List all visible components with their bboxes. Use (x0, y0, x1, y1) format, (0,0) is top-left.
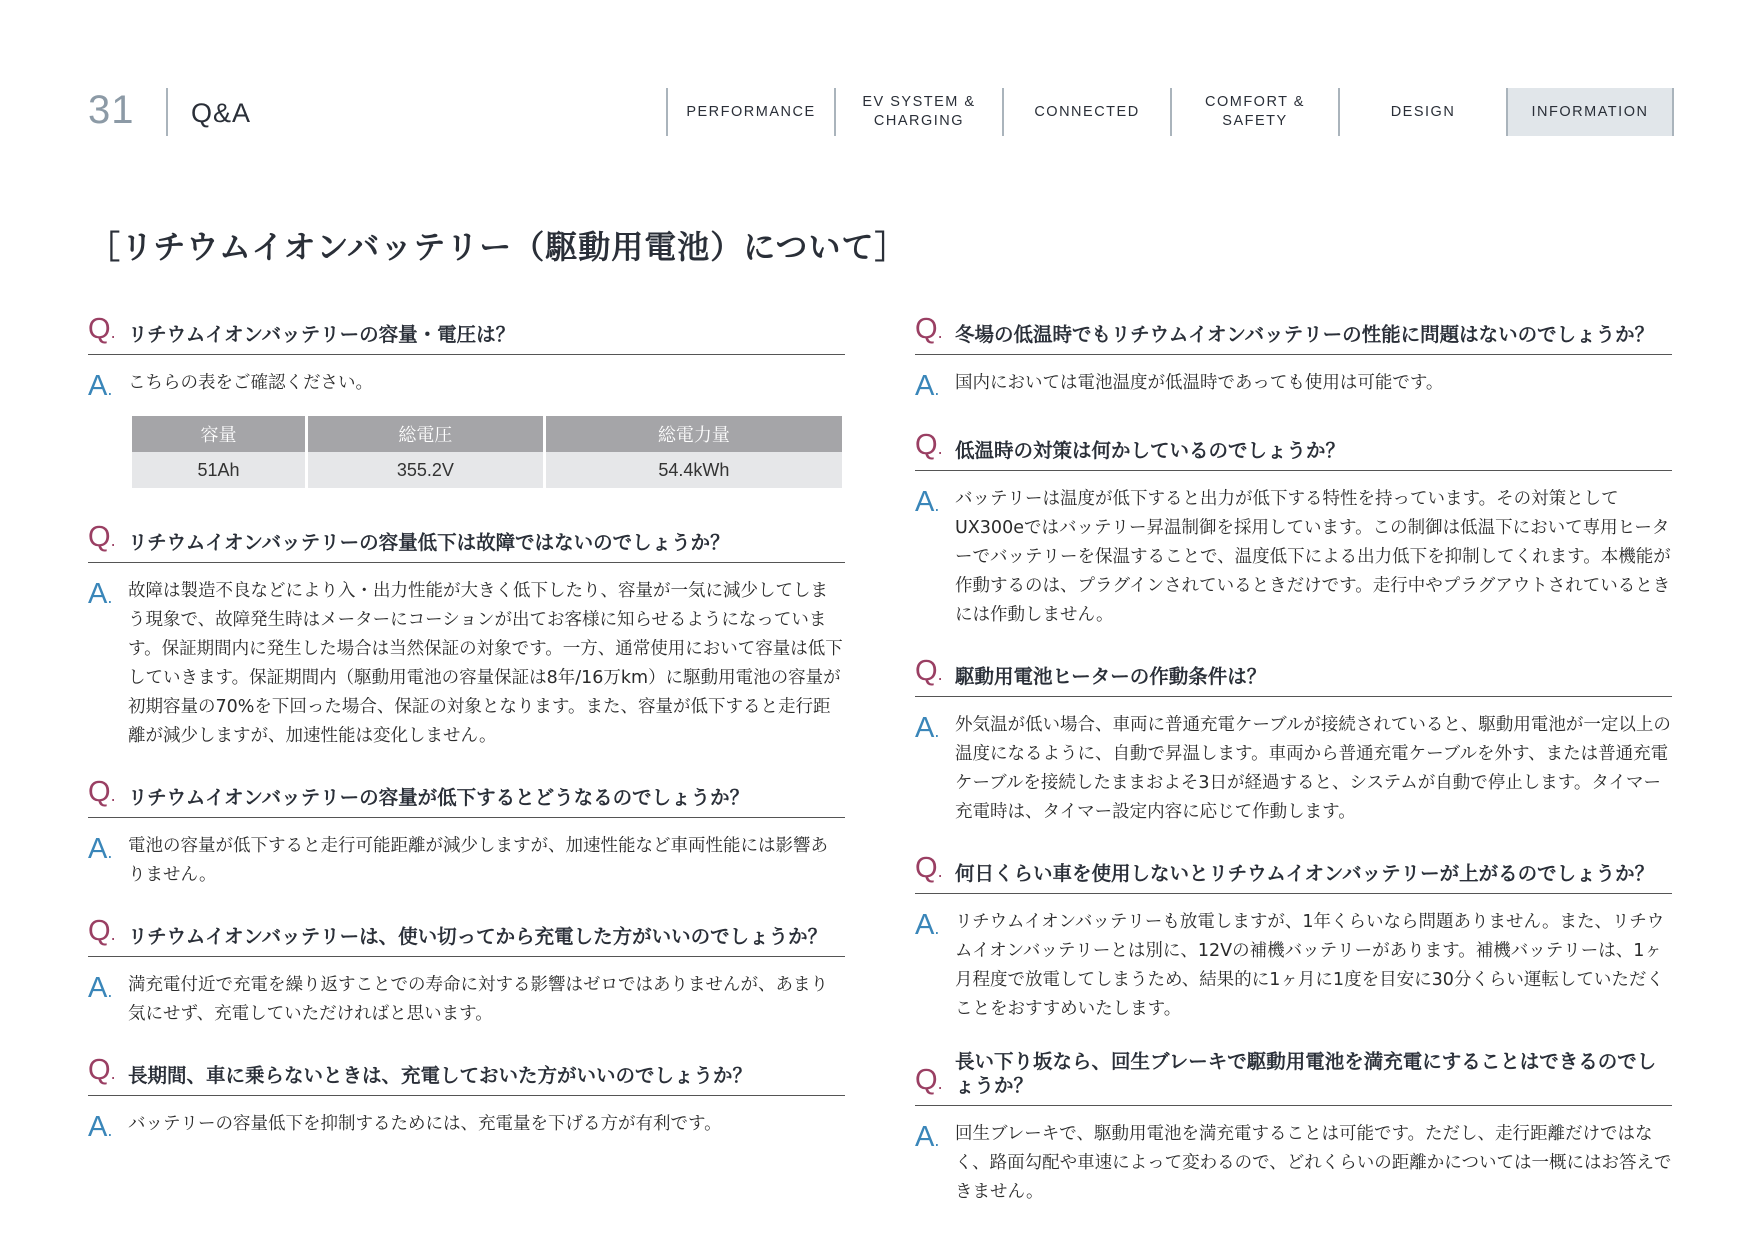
a-mark-letter: A (88, 833, 108, 865)
nav-tab-information[interactable]: INFORMATION (1506, 88, 1674, 136)
qa-item (915, 1050, 1672, 1207)
answer-text: リチウムイオンバッテリーも放電しますが、1年くらいなら問題ありません。また、リチウムイオンバッテリーとは別に、12Vの補機バッテリーがあります。補機バッテリーは、1ヶ月程度で放電してしまうため、結果的に1ヶ月に1度を目安に30分くらい運転していただくことをおすすめいたします。 (955, 912, 1665, 1019)
table-header-cell: 総電力量 (546, 416, 842, 452)
table-cell: 355.2V (308, 452, 543, 488)
answer-text: 故障は製造不良などにより入・出力性能が大きく低下したり、容量が一気に減少してしまう現象で、故障発生時はメーターにコーションが出てお客様に知らせるようになっています。保証期間内に発生した場合は当然保証の対象です。一方、通常使用において容量は低下していきます。保証期間内（駆動用電池の容量保証は8年/16万km）に駆動用電池の容量が初期容量の70%を下回った場合、保証の対象となります。また、容量が低下すると走行距離が減少しますが、加速性能は変化しません。 (128, 581, 843, 746)
q-mark (915, 1065, 955, 1098)
answer-text: 満充電付近で充電を繰り返すことでの寿命に対する影響はゼロではありませんが、あまり気にせず、充電していただければと思います。 (128, 975, 828, 1024)
a-mark-letter: A (88, 578, 108, 610)
question (915, 430, 1672, 471)
answer-text: バッテリーの容量低下を抑制するためには、充電量を下げる方が有利です。 (128, 1114, 722, 1134)
a-mark-letter: A (88, 370, 108, 402)
answer-text: 国内においては電池温度が低温時であっても使用は可能です。 (955, 373, 1444, 393)
a-mark-letter: A (915, 712, 935, 744)
nav-tab-comfort-safety[interactable]: COMFORT & SAFETY (1170, 88, 1338, 136)
a-mark (915, 485, 955, 520)
question-text: 低温時の対策は何かしているのでしょうか？ (955, 439, 1346, 462)
q-mark-letter: Q (88, 776, 111, 808)
a-mark-dot: . (934, 1130, 940, 1150)
a-mark (915, 369, 955, 404)
q-mark-letter: Q (915, 313, 938, 345)
answer-text: 外気温が低い場合、車両に普通充電ケーブルが接続されていると、駆動用電池が一定以上の温度になるように、自動で昇温します。車両から普通充電ケーブルを外す、または普通充電ケーブルを接続したままおよそ3日が経過すると、システムが自動で停止します。タイマー充電時は、タイマー設定内容に応じて作動します。 (955, 715, 1671, 822)
right-column (915, 314, 1672, 1233)
a-mark (915, 711, 955, 746)
a-mark-letter: A (88, 972, 108, 1004)
q-mark-dot: . (937, 861, 943, 881)
question (915, 853, 1672, 894)
question (88, 522, 845, 563)
page-title: ［リチウムイオンバッテリー（駆動用電池）について］ (88, 228, 908, 266)
answer (915, 1120, 1672, 1207)
table-row (132, 452, 842, 488)
q-mark (88, 1055, 128, 1088)
question-text: リチウムイオンバッテリーの容量が低下するとどうなるのでしょうか？ (128, 786, 750, 809)
header-divider (166, 88, 168, 136)
question (915, 1050, 1672, 1106)
q-mark (88, 916, 128, 949)
answer-text: 回生ブレーキで、駆動用電池を満充電することは可能です。ただし、走行距離だけではなく、路面勾配や車速によって変わるので、どれくらいの距離かについては一概にはお答えできません。 (955, 1124, 1672, 1202)
a-mark (88, 577, 128, 612)
a-mark-dot: . (107, 587, 113, 607)
question-text: リチウムイオンバッテリーの容量低下は故障ではないのでしょうか？ (128, 531, 730, 554)
a-mark-dot: . (934, 721, 940, 741)
section-label: Q&A (191, 98, 252, 128)
nav-tab-connected[interactable]: CONNECTED (1002, 88, 1170, 136)
answer (88, 1110, 845, 1145)
question (88, 1055, 845, 1096)
qa-item (88, 314, 845, 488)
a-mark-letter: A (915, 370, 935, 402)
a-mark-dot: . (107, 1120, 113, 1140)
answer (915, 369, 1672, 404)
q-mark-letter: Q (88, 313, 111, 345)
qa-item (88, 522, 845, 751)
a-mark (915, 908, 955, 943)
q-mark-dot: . (110, 322, 116, 342)
question (88, 916, 845, 957)
q-mark (915, 430, 955, 463)
q-mark (915, 656, 955, 689)
a-mark-dot: . (934, 379, 940, 399)
a-mark (88, 971, 128, 1006)
qa-item (915, 656, 1672, 827)
top-nav (666, 88, 1674, 136)
a-mark (88, 1110, 128, 1145)
qa-item (915, 430, 1672, 630)
battery-spec-table (129, 416, 845, 488)
qa-item (88, 777, 845, 890)
answer (915, 485, 1672, 630)
question-text: 長期間、車に乗らないときは、充電しておいた方がいいのでしょうか？ (128, 1064, 753, 1087)
q-mark-dot: . (937, 322, 943, 342)
table-header-cell: 容量 (132, 416, 305, 452)
q-mark-letter: Q (915, 429, 938, 461)
q-mark-letter: Q (915, 655, 938, 687)
a-mark-letter: A (915, 909, 935, 941)
question-text: 何日くらい車を使用しないとリチウムイオンバッテリーが上がるのでしょうか？ (955, 862, 1655, 885)
q-mark (88, 777, 128, 810)
table-cell: 54.4kWh (546, 452, 842, 488)
q-mark-dot: . (937, 438, 943, 458)
qa-item (915, 853, 1672, 1024)
q-mark-letter: Q (88, 521, 111, 553)
answer-text: こちらの表をご確認ください。 (128, 373, 373, 393)
q-mark-letter: Q (915, 852, 938, 884)
a-mark-dot: . (934, 495, 940, 515)
q-mark-letter: Q (88, 915, 111, 947)
answer (88, 577, 845, 751)
answer (915, 908, 1672, 1024)
q-mark-dot: . (110, 530, 116, 550)
q-mark-dot: . (937, 1073, 943, 1093)
nav-tab-performance[interactable]: PERFORMANCE (666, 88, 834, 136)
a-mark-dot: . (107, 379, 113, 399)
q-mark-dot: . (110, 1063, 116, 1083)
nav-tab-ev-system-charging[interactable]: EV SYSTEM & CHARGING (834, 88, 1002, 136)
answer (915, 711, 1672, 827)
answer (88, 369, 845, 404)
q-mark-dot: . (937, 664, 943, 684)
answer (88, 832, 845, 890)
a-mark-letter: A (88, 1111, 108, 1143)
answer (88, 971, 845, 1029)
nav-tab-design[interactable]: DESIGN (1338, 88, 1506, 136)
question-text: 駆動用電池ヒーターの作動条件は？ (955, 665, 1267, 688)
q-mark-dot: . (110, 785, 116, 805)
answer-text: バッテリーは温度が低下すると出力が低下する特性を持っています。その対策としてUX300eではバッテリー昇温制御を採用しています。この制御は低温下において専用ヒーターでバッテリーを保温することで、温度低下による出力低下を抑制してくれます。本機能が作動するのは、プラグインされているときだけです。走行中やプラグアウトされているときには作動しません。 (955, 489, 1671, 625)
table-header-row (132, 416, 842, 452)
left-column (88, 314, 845, 1171)
question-text: リチウムイオンバッテリーの容量・電圧は？ (128, 323, 516, 346)
qa-item (915, 314, 1672, 404)
a-mark-dot: . (107, 842, 113, 862)
question-text: 長い下り坂なら、回生ブレーキで駆動用電池を満充電にすることはできるのでしょうか？ (955, 1050, 1657, 1097)
q-mark (88, 314, 128, 347)
qa-item (88, 916, 845, 1029)
q-mark-letter: Q (915, 1064, 938, 1096)
question (88, 314, 845, 355)
a-mark (88, 369, 128, 404)
a-mark (88, 832, 128, 867)
a-mark-letter: A (915, 1121, 935, 1153)
question (915, 314, 1672, 355)
q-mark (88, 522, 128, 555)
q-mark (915, 853, 955, 886)
q-mark-letter: Q (88, 1054, 111, 1086)
q-mark-dot: . (110, 924, 116, 944)
answer-text: 電池の容量が低下すると走行可能距離が減少しますが、加速性能など車両性能には影響ありません。 (128, 836, 828, 885)
q-mark (915, 314, 955, 347)
question-text: 冬場の低温時でもリチウムイオンバッテリーの性能に問題はないのでしょうか？ (955, 323, 1655, 346)
a-mark (915, 1120, 955, 1155)
question (915, 656, 1672, 697)
page-number: 31 (88, 88, 135, 132)
table-cell: 51Ah (132, 452, 305, 488)
question-text: リチウムイオンバッテリーは、使い切ってから充電した方がいいのでしょうか？ (128, 925, 828, 948)
table-header-cell: 総電圧 (308, 416, 543, 452)
a-mark-dot: . (934, 918, 940, 938)
a-mark-dot: . (107, 981, 113, 1001)
a-mark-letter: A (915, 486, 935, 518)
qa-item (88, 1055, 845, 1145)
question (88, 777, 845, 818)
